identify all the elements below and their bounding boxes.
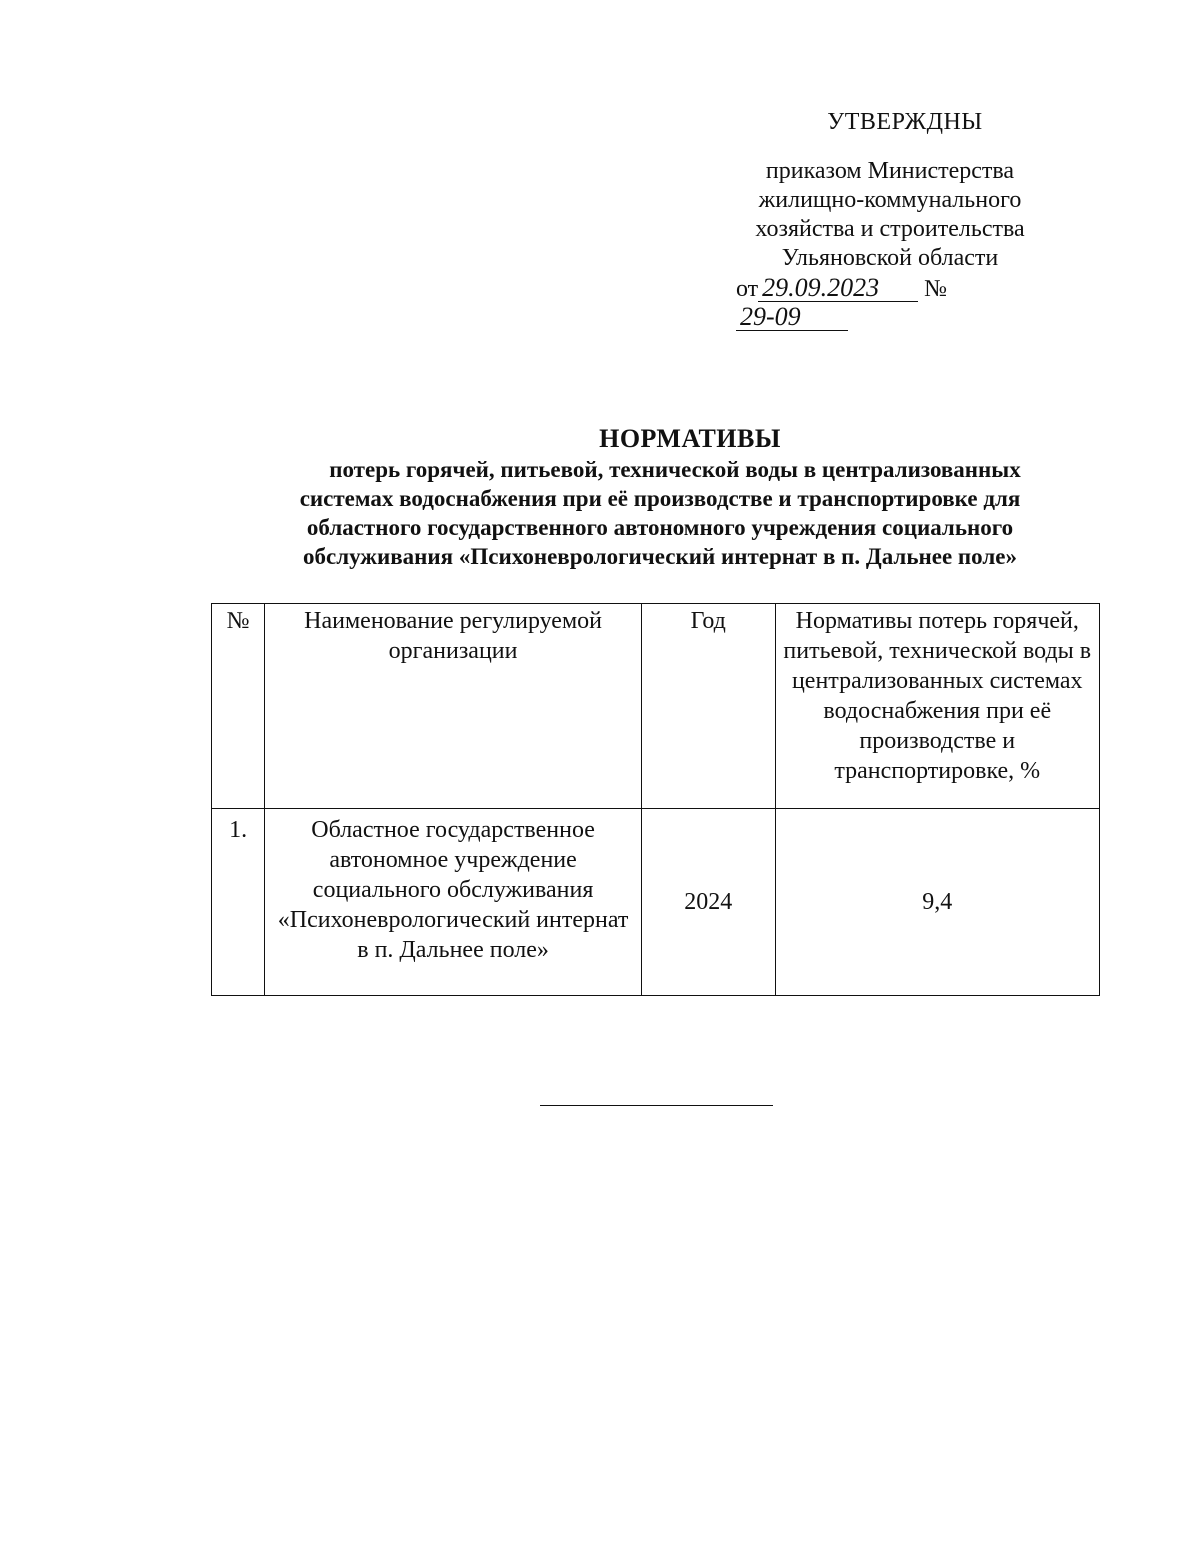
approval-heading: УТВЕРЖДНЫ (827, 109, 983, 135)
cell-loss-value: 9,4 (775, 809, 1099, 996)
approval-line: жилищно-коммунального (758, 187, 1022, 213)
table-header-row (212, 604, 1100, 809)
handwritten-date: 29.09.2023 (758, 275, 918, 302)
end-of-document-rule (540, 1105, 773, 1106)
cell-organization: Областное государственное автономное учреждение социального обслуживания «Психоневрологический интернат в п. Дальнее поле» (265, 809, 642, 996)
order-date-number-line (720, 273, 1060, 331)
approval-line: приказом Министерства (765, 158, 1015, 184)
document-subtitle-line: потерь горячей, питьевой, технической воды в централизованных (329, 457, 1021, 482)
header-organization: Наименование регулируемой организации (265, 604, 642, 809)
header-loss-norm: Нормативы потерь горячей, питьевой, технической воды в централизованных системах водоснабжения при её производстве и транспортировке, % (775, 604, 1099, 809)
document-title-block (235, 424, 1145, 571)
header-year: Год (641, 604, 775, 809)
approval-line: Ульяновской области (781, 245, 999, 271)
handwritten-order-number: 29-09 (736, 304, 848, 331)
document-title: НОРМАТИВЫ (599, 424, 781, 453)
table-row (212, 809, 1100, 996)
document-subtitle-line: областного государственного автономного учреждения социального (306, 515, 1014, 540)
cell-year: 2024 (641, 809, 775, 996)
document-subtitle-line: системах водоснабжения при её производстве и транспортировке для (299, 486, 1021, 511)
number-prefix: № (924, 276, 948, 302)
cell-number: 1. (212, 809, 265, 996)
document-subtitle-line: обслуживания «Психоневрологический интернат в п. Дальнее поле» (303, 544, 1017, 569)
approval-line: хозяйства и строительства (755, 216, 1025, 242)
norms-table (211, 603, 1100, 996)
date-prefix: от (736, 276, 759, 302)
header-number: № (212, 604, 265, 809)
approval-stamp-block (720, 108, 1060, 331)
